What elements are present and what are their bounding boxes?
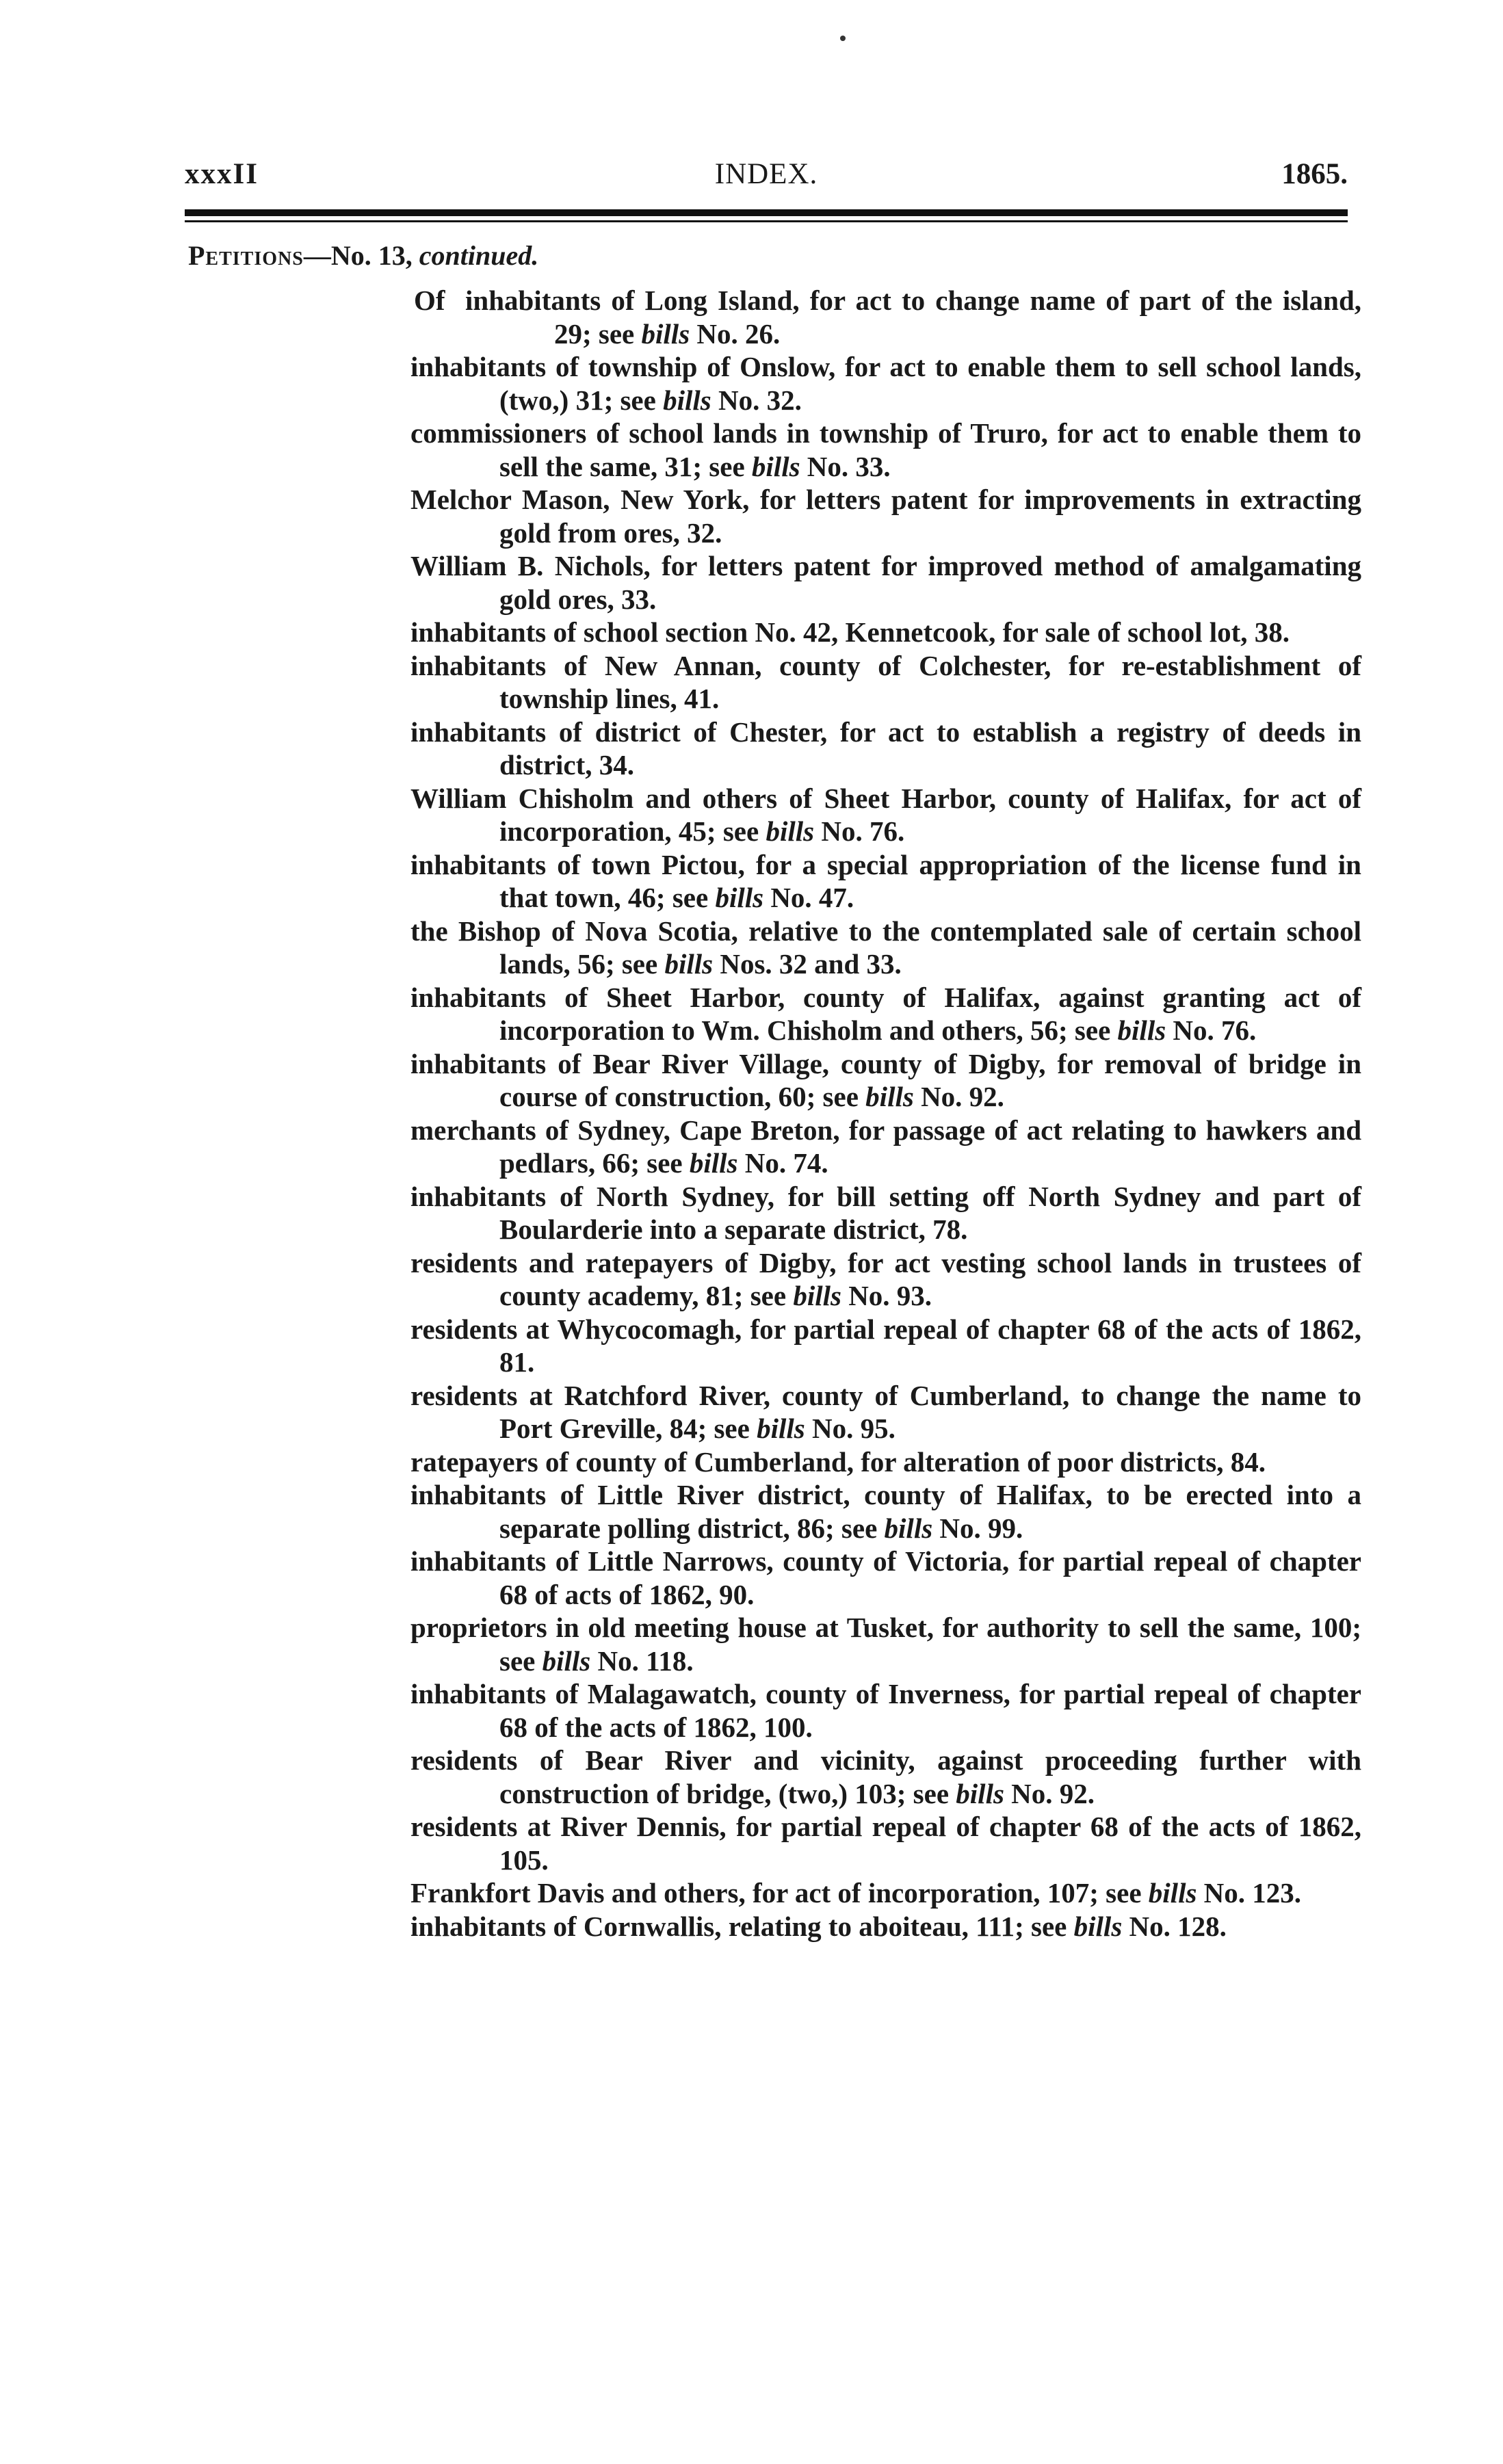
entry-text: ratepayers of county of Cumberland, for alteration of poor districts, 84. bbox=[410, 1445, 1266, 1478]
entry-ref: bills bbox=[715, 882, 764, 913]
index-entry bbox=[410, 1611, 1361, 1677]
entry-tail: No. 76. bbox=[1166, 1014, 1257, 1046]
entry-ref: bills bbox=[751, 450, 800, 482]
index-entry bbox=[410, 782, 1361, 848]
entry-tail: Nos. 32 and 33. bbox=[713, 948, 902, 980]
entry-text: inhabitants of Cornwallis, relating to aboiteau, 111; see bbox=[410, 1910, 1074, 1942]
entry-ref: bills bbox=[641, 317, 690, 350]
entry-ref: bills bbox=[1073, 1910, 1123, 1942]
index-entries bbox=[410, 284, 1361, 1943]
index-entry bbox=[410, 1180, 1361, 1246]
entry-text: proprietors in old meeting house at Tusket, for authority to sell the same, 100; see bbox=[410, 1612, 1361, 1677]
entry-text: residents at Whycocomagh, for partial repeal of chapter 68 of the acts of 1862, 81. bbox=[410, 1313, 1361, 1378]
lead-word: Of bbox=[414, 285, 445, 316]
entry-text: Frankfort Davis and others, for act of incorporation, 107; see bbox=[410, 1877, 1149, 1909]
entry-text: residents and ratepayers of Digby, for act vesting school lands in trustees of county academy, 81; see bbox=[410, 1246, 1361, 1311]
entry-text: inhabitants of Long Island, for act to change name of part of the island, 29; see bbox=[465, 285, 1361, 350]
entry-text: Melchor Mason, New York, for letters patent for improvements in extracting gold from ores, 32. bbox=[410, 484, 1361, 549]
entry-tail: No. 123. bbox=[1197, 1877, 1302, 1909]
section-continued: continued. bbox=[419, 240, 539, 271]
entry-tail: No. 74. bbox=[737, 1147, 828, 1179]
running-header bbox=[185, 157, 1348, 198]
entry-tail: No. 95. bbox=[805, 1413, 896, 1444]
entry-text: commissioners of school lands in township of Truro, for act to enable them to sell the same, 31; see bbox=[410, 417, 1361, 482]
entry-text: residents at River Dennis, for partial repeal of chapter 68 of the acts of 1862, 105. bbox=[410, 1811, 1361, 1876]
index-entry bbox=[410, 483, 1361, 549]
page-number: xxxII bbox=[185, 158, 259, 190]
entry-text: inhabitants of school section No. 42, Kennetcook, for sale of school lot, 38. bbox=[410, 616, 1290, 648]
entry-ref: bills bbox=[766, 815, 815, 847]
index-entry bbox=[465, 284, 1361, 350]
entry-tail: No. 128. bbox=[1122, 1910, 1227, 1942]
entry-text: inhabitants of town Pictou, for a special appropriation of the license fund in that town, 46; see bbox=[410, 848, 1361, 913]
index-entry bbox=[410, 1677, 1361, 1744]
section-heading bbox=[188, 239, 538, 272]
index-entry bbox=[410, 1910, 1361, 1943]
index-entry bbox=[410, 1379, 1361, 1445]
entry-tail: No. 118. bbox=[590, 1644, 694, 1677]
entry-ref: bills bbox=[542, 1644, 591, 1677]
entry-ref: bills bbox=[793, 1280, 841, 1311]
entry-text: residents of Bear River and vicinity, against proceeding further with construction of bridge, (two,) 103; see bbox=[410, 1744, 1361, 1809]
entry-text: the Bishop of Nova Scotia, relative to the contemplated sale of certain school lands, 56; see bbox=[410, 915, 1361, 980]
entry-tail: No. 47. bbox=[763, 882, 854, 913]
entry-text: inhabitants of Malagawatch, county of Inverness, for partial repeal of chapter 68 of the acts of 1862, 100. bbox=[410, 1678, 1361, 1743]
index-entry bbox=[410, 848, 1361, 915]
entry-text: inhabitants of district of Chester, for act to establish a registry of deeds in district, 34. bbox=[410, 716, 1361, 781]
entry-text: inhabitants of Little Narrows, county of Victoria, for partial repeal of chapter 68 of acts of 1862, 90. bbox=[410, 1545, 1361, 1610]
entry-text: inhabitants of New Annan, county of Colchester, for re-establishment of township lines, 41. bbox=[410, 649, 1361, 714]
entry-text: inhabitants of township of Onslow, for act to enable them to sell school lands, (two,) 31; see bbox=[410, 351, 1361, 416]
entry-text: inhabitants of Sheet Harbor, county of Halifax, against granting act of incorporation to Wm. Chisholm and others, 56; see bbox=[410, 981, 1361, 1046]
entry-text: William Chisholm and others of Sheet Harbor, county of Halifax, for act of incorporation, 45; see bbox=[410, 782, 1361, 847]
entry-text: inhabitants of Bear River Village, county of Digby, for removal of bridge in course of construction, 60; see bbox=[410, 1047, 1361, 1112]
index-entry bbox=[410, 417, 1361, 483]
index-entry bbox=[410, 1744, 1361, 1810]
index-entry bbox=[410, 616, 1361, 649]
entry-ref: bills bbox=[1148, 1877, 1197, 1909]
entry-text: residents at Ratchford River, county of Cumberland, to change the name to Port Greville, 84; see bbox=[410, 1379, 1361, 1444]
page-title: INDEX. bbox=[714, 158, 818, 190]
entry-tail: No. 92. bbox=[913, 1081, 1004, 1112]
entry-ref: bills bbox=[757, 1413, 805, 1444]
index-entry bbox=[410, 1246, 1361, 1313]
header-rule-thin bbox=[185, 220, 1348, 222]
entry-tail: No. 26. bbox=[690, 317, 781, 350]
entry-ref: bills bbox=[865, 1081, 914, 1112]
index-entry bbox=[410, 649, 1361, 716]
index-entry bbox=[410, 1313, 1361, 1379]
year: 1865. bbox=[1281, 158, 1348, 190]
entry-ref: bills bbox=[956, 1777, 1004, 1809]
index-entry bbox=[410, 350, 1361, 417]
entry-tail: No. 76. bbox=[814, 815, 905, 847]
print-speck bbox=[840, 36, 846, 41]
index-entry bbox=[410, 716, 1361, 782]
section-label: Petitions bbox=[188, 240, 304, 271]
entry-tail: No. 92. bbox=[1004, 1777, 1095, 1809]
entry-tail: No. 33. bbox=[800, 450, 891, 482]
entry-ref: bills bbox=[664, 948, 714, 980]
index-entry bbox=[410, 1478, 1361, 1545]
entry-tail: No. 93. bbox=[841, 1280, 932, 1311]
entry-ref: bills bbox=[1117, 1014, 1166, 1046]
entry-tail: No. 99. bbox=[932, 1512, 1023, 1544]
entry-text: William B. Nichols, for letters patent for improved method of amalgamating gold ores, 33. bbox=[410, 550, 1361, 615]
entry-ref: bills bbox=[884, 1512, 933, 1544]
index-entry bbox=[410, 1810, 1361, 1876]
index-entry bbox=[410, 981, 1361, 1047]
section-number: —No. 13, bbox=[303, 240, 413, 271]
entry-text: inhabitants of Little River district, county of Halifax, to be erected into a separate polling district, 86; see bbox=[410, 1479, 1361, 1544]
entry-text: merchants of Sydney, Cape Breton, for passage of act relating to hawkers and pedlars, 66; see bbox=[410, 1114, 1361, 1179]
index-entry bbox=[410, 549, 1361, 616]
index-entry bbox=[410, 1114, 1361, 1180]
entry-tail: No. 32. bbox=[711, 384, 802, 416]
header-rule-thick bbox=[185, 209, 1348, 216]
index-entry bbox=[410, 1876, 1361, 1910]
index-entry bbox=[410, 915, 1361, 981]
index-entry bbox=[410, 1445, 1361, 1479]
entry-ref: bills bbox=[689, 1147, 738, 1179]
index-entry bbox=[410, 1545, 1361, 1611]
entry-ref: bills bbox=[663, 384, 711, 416]
index-entry bbox=[410, 1047, 1361, 1114]
entry-text: inhabitants of North Sydney, for bill setting off North Sydney and part of Boularderie into a separate district, 78. bbox=[410, 1180, 1361, 1245]
